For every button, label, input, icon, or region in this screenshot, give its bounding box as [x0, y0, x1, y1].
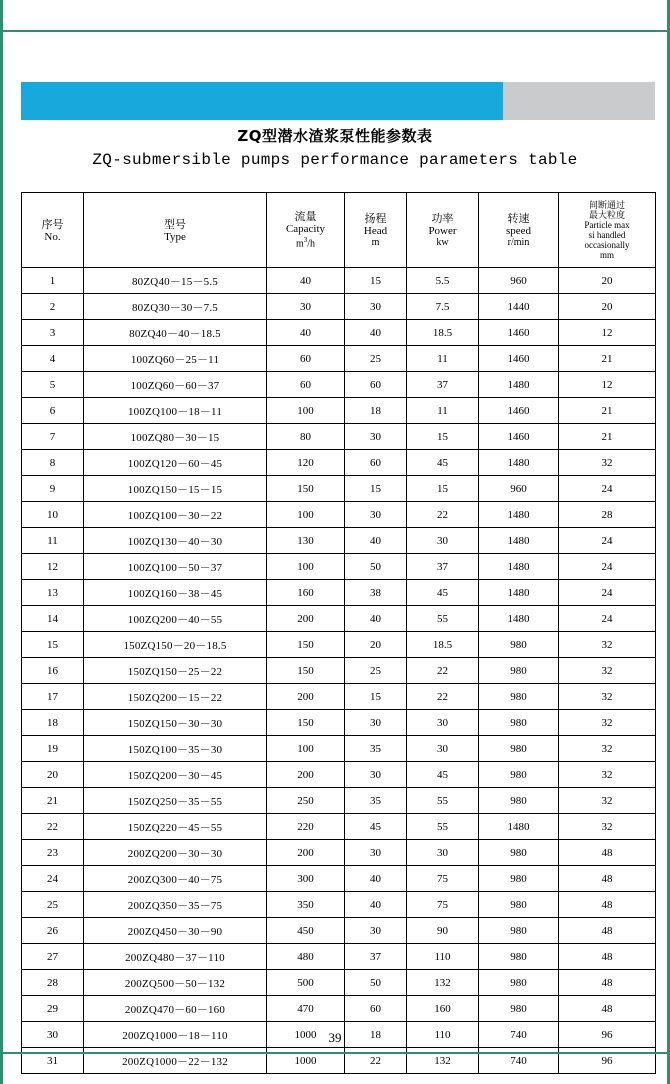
cell-particle: 48 [559, 996, 656, 1022]
cell-no: 25 [22, 892, 84, 918]
cell-power: 45 [407, 580, 479, 606]
cell-speed: 980 [479, 788, 559, 814]
cell-power: 160 [407, 996, 479, 1022]
cell-power: 22 [407, 658, 479, 684]
banner-blue-block [21, 82, 503, 120]
cell-speed: 1480 [479, 450, 559, 476]
table-row [22, 580, 656, 606]
table-row [22, 866, 656, 892]
cell-capacity: 200 [267, 684, 345, 710]
cell-capacity: 300 [267, 866, 345, 892]
cell-head: 15 [345, 268, 407, 294]
cell-head: 15 [345, 476, 407, 502]
cell-head: 30 [345, 294, 407, 320]
cell-no: 4 [22, 346, 84, 372]
cell-particle: 32 [559, 658, 656, 684]
header-particle-en-line2: si handled [588, 230, 626, 240]
cell-particle: 96 [559, 1022, 656, 1048]
cell-head: 40 [345, 320, 407, 346]
cell-type: 100ZQ150－15－15 [84, 476, 267, 502]
cell-capacity: 150 [267, 658, 345, 684]
header-capacity-en: Capacity [285, 223, 326, 236]
cell-capacity: 120 [267, 450, 345, 476]
cell-particle: 24 [559, 554, 656, 580]
cell-power: 15 [407, 476, 479, 502]
table-row [22, 814, 656, 840]
cell-head: 18 [345, 398, 407, 424]
cell-type: 100ZQ100－30－22 [84, 502, 267, 528]
cell-particle: 32 [559, 814, 656, 840]
cell-head: 30 [345, 918, 407, 944]
cell-speed: 1480 [479, 528, 559, 554]
cell-type: 200ZQ300－40－75 [84, 866, 267, 892]
cell-type: 200ZQ470－60－160 [84, 996, 267, 1022]
table-row [22, 710, 656, 736]
cell-capacity: 130 [267, 528, 345, 554]
cell-type: 150ZQ150－30－30 [84, 710, 267, 736]
cell-head: 60 [345, 372, 407, 398]
cell-type: 100ZQ80－30－15 [84, 424, 267, 450]
cell-no: 15 [22, 632, 84, 658]
cell-power: 55 [407, 606, 479, 632]
cell-speed: 1460 [479, 346, 559, 372]
cell-particle: 24 [559, 476, 656, 502]
header-power-unit: kw [436, 237, 449, 248]
cell-capacity: 160 [267, 580, 345, 606]
header-power-cn: 功率 [431, 212, 454, 225]
cell-head: 25 [345, 658, 407, 684]
header-particle-en-line1: Particle max [584, 220, 630, 230]
banner-gray-block [503, 82, 655, 120]
table-row [22, 840, 656, 866]
cell-power: 55 [407, 814, 479, 840]
cell-power: 75 [407, 866, 479, 892]
cell-speed: 980 [479, 918, 559, 944]
cell-type: 200ZQ1000－18－110 [84, 1022, 267, 1048]
cell-speed: 1480 [479, 502, 559, 528]
cell-head: 30 [345, 840, 407, 866]
table-row [22, 554, 656, 580]
cell-type: 100ZQ100－50－37 [84, 554, 267, 580]
cell-type: 200ZQ480－37－110 [84, 944, 267, 970]
cell-no: 14 [22, 606, 84, 632]
cell-power: 18.5 [407, 320, 479, 346]
cell-head: 18 [345, 1022, 407, 1048]
header-head-en: Head [363, 225, 388, 237]
cell-speed: 740 [479, 1022, 559, 1048]
cell-capacity: 200 [267, 840, 345, 866]
cell-particle: 48 [559, 840, 656, 866]
cell-particle: 32 [559, 736, 656, 762]
cell-particle: 12 [559, 320, 656, 346]
header-type [84, 193, 267, 268]
cell-capacity: 220 [267, 814, 345, 840]
cell-particle: 32 [559, 632, 656, 658]
cell-speed: 980 [479, 944, 559, 970]
bottom-divider-rule [3, 1052, 667, 1054]
cell-no: 1 [22, 268, 84, 294]
header-particle-en-line3: occasionally [584, 240, 630, 250]
cell-capacity: 60 [267, 346, 345, 372]
cell-power: 7.5 [407, 294, 479, 320]
cell-capacity: 150 [267, 632, 345, 658]
cell-no: 28 [22, 970, 84, 996]
cell-particle: 48 [559, 918, 656, 944]
cell-capacity: 60 [267, 372, 345, 398]
cell-capacity: 100 [267, 736, 345, 762]
header-head-unit: m [371, 237, 380, 248]
cell-head: 40 [345, 606, 407, 632]
table-body [22, 268, 656, 1074]
cell-no: 7 [22, 424, 84, 450]
cell-particle: 21 [559, 424, 656, 450]
table-row [22, 944, 656, 970]
cell-type: 150ZQ200－30－45 [84, 762, 267, 788]
cell-capacity: 450 [267, 918, 345, 944]
header-no-cn: 序号 [41, 217, 64, 231]
cell-no: 11 [22, 528, 84, 554]
cell-type: 100ZQ120－60－45 [84, 450, 267, 476]
cell-particle: 32 [559, 788, 656, 814]
page-title-en: ZQ-submersible pumps performance parameters table [92, 151, 578, 169]
header-speed-unit: r/min [507, 237, 530, 248]
cell-capacity: 200 [267, 762, 345, 788]
table-row [22, 320, 656, 346]
cell-no: 12 [22, 554, 84, 580]
cell-type: 150ZQ200－15－22 [84, 684, 267, 710]
cell-speed: 1480 [479, 580, 559, 606]
cell-capacity: 150 [267, 710, 345, 736]
cell-head: 15 [345, 684, 407, 710]
table-row [22, 268, 656, 294]
cell-speed: 1480 [479, 372, 559, 398]
cell-power: 18.5 [407, 632, 479, 658]
cell-speed: 1440 [479, 294, 559, 320]
cell-head: 40 [345, 892, 407, 918]
cell-head: 20 [345, 632, 407, 658]
cell-particle: 24 [559, 580, 656, 606]
cell-speed: 1460 [479, 424, 559, 450]
cell-type: 200ZQ350－35－75 [84, 892, 267, 918]
table-row [22, 788, 656, 814]
cell-head: 50 [345, 554, 407, 580]
top-divider-rule [3, 30, 667, 32]
cell-speed: 1460 [479, 398, 559, 424]
cell-no: 20 [22, 762, 84, 788]
table-row [22, 346, 656, 372]
header-speed-en: speed [505, 225, 532, 237]
cell-head: 30 [345, 502, 407, 528]
cell-head: 50 [345, 970, 407, 996]
table-row [22, 528, 656, 554]
cell-speed: 980 [479, 658, 559, 684]
cell-head: 45 [345, 814, 407, 840]
cell-no: 13 [22, 580, 84, 606]
cell-power: 22 [407, 502, 479, 528]
cell-no: 29 [22, 996, 84, 1022]
cell-capacity: 250 [267, 788, 345, 814]
cell-speed: 980 [479, 840, 559, 866]
cell-no: 22 [22, 814, 84, 840]
header-power-en: Power [428, 225, 457, 237]
page-number: 39 [328, 1030, 342, 1045]
cell-particle: 24 [559, 606, 656, 632]
cell-head: 38 [345, 580, 407, 606]
cell-no: 18 [22, 710, 84, 736]
table-row [22, 450, 656, 476]
cell-power: 132 [407, 970, 479, 996]
cell-head: 30 [345, 762, 407, 788]
cell-capacity: 1000 [267, 1022, 345, 1048]
cell-particle: 48 [559, 944, 656, 970]
cell-type: 80ZQ40－15－5.5 [84, 268, 267, 294]
cell-speed: 1480 [479, 554, 559, 580]
cell-particle: 12 [559, 372, 656, 398]
cell-particle: 32 [559, 762, 656, 788]
header-capacity-unit: $m^3/h$ [295, 236, 316, 250]
cell-capacity: 80 [267, 424, 345, 450]
cell-power: 132 [407, 1048, 479, 1074]
cell-head: 30 [345, 424, 407, 450]
cell-no: 9 [22, 476, 84, 502]
header-speed-cn: 转速 [507, 212, 530, 225]
table-row [22, 970, 656, 996]
cell-speed: 980 [479, 970, 559, 996]
cell-head: 25 [345, 346, 407, 372]
cell-head: 37 [345, 944, 407, 970]
cell-type: 100ZQ60－60－37 [84, 372, 267, 398]
header-particle [559, 193, 656, 268]
cell-capacity: 200 [267, 606, 345, 632]
cell-capacity: 100 [267, 502, 345, 528]
cell-type: 200ZQ500－50－132 [84, 970, 267, 996]
cell-particle: 96 [559, 1048, 656, 1074]
cell-speed: 980 [479, 996, 559, 1022]
table-row [22, 294, 656, 320]
cell-capacity: 40 [267, 320, 345, 346]
cell-type: 100ZQ160－38－45 [84, 580, 267, 606]
cell-speed: 980 [479, 710, 559, 736]
cell-no: 2 [22, 294, 84, 320]
cell-capacity: 150 [267, 476, 345, 502]
table-row [22, 372, 656, 398]
cell-head: 35 [345, 788, 407, 814]
cell-particle: 32 [559, 450, 656, 476]
cell-head: 35 [345, 736, 407, 762]
header-speed [479, 193, 559, 268]
header-particle-cn-line2: 最大粒度 [588, 210, 625, 220]
cell-type: 80ZQ30－30－7.5 [84, 294, 267, 320]
cell-capacity: 470 [267, 996, 345, 1022]
specifications-table [21, 192, 656, 1074]
cell-particle: 32 [559, 684, 656, 710]
cell-type: 200ZQ1000－22－132 [84, 1048, 267, 1074]
table-header-row [22, 193, 656, 268]
table-row [22, 996, 656, 1022]
table-row [22, 892, 656, 918]
cell-capacity: 1000 [267, 1048, 345, 1074]
cell-no: 30 [22, 1022, 84, 1048]
cell-particle: 20 [559, 294, 656, 320]
header-no [22, 193, 84, 268]
table-row [22, 424, 656, 450]
cell-power: 15 [407, 424, 479, 450]
cell-capacity: 30 [267, 294, 345, 320]
cell-no: 31 [22, 1048, 84, 1074]
cell-no: 5 [22, 372, 84, 398]
header-particle-cn-line1: 间断通过 [588, 200, 625, 210]
cell-no: 19 [22, 736, 84, 762]
cell-power: 45 [407, 450, 479, 476]
cell-type: 150ZQ220－45－55 [84, 814, 267, 840]
cell-power: 22 [407, 684, 479, 710]
cell-particle: 48 [559, 866, 656, 892]
cell-head: 60 [345, 996, 407, 1022]
table-row [22, 632, 656, 658]
cell-power: 75 [407, 892, 479, 918]
cell-power: 11 [407, 398, 479, 424]
header-capacity [267, 193, 345, 268]
cell-speed: 740 [479, 1048, 559, 1074]
cell-head: 40 [345, 866, 407, 892]
header-type-en: Type [164, 230, 186, 243]
cell-capacity: 500 [267, 970, 345, 996]
header-particle-unit: mm [599, 250, 614, 260]
cell-speed: 980 [479, 736, 559, 762]
cell-capacity: 350 [267, 892, 345, 918]
header-power [407, 193, 479, 268]
cell-head: 22 [345, 1048, 407, 1074]
header-capacity-cn: 流量 [294, 210, 317, 224]
cell-capacity: 40 [267, 268, 345, 294]
cell-power: 30 [407, 528, 479, 554]
cell-type: 100ZQ60－25－11 [84, 346, 267, 372]
cell-no: 17 [22, 684, 84, 710]
cell-head: 30 [345, 710, 407, 736]
cell-speed: 980 [479, 684, 559, 710]
table-row [22, 918, 656, 944]
cell-no: 10 [22, 502, 84, 528]
table-row [22, 502, 656, 528]
header-type-cn: 型号 [164, 217, 186, 231]
cell-power: 90 [407, 918, 479, 944]
cell-power: 30 [407, 710, 479, 736]
cell-particle: 32 [559, 710, 656, 736]
header-head-cn: 扬程 [364, 212, 387, 225]
cell-power: 5.5 [407, 268, 479, 294]
table-row [22, 398, 656, 424]
cell-no: 3 [22, 320, 84, 346]
cell-power: 30 [407, 840, 479, 866]
cell-power: 55 [407, 788, 479, 814]
table-row [22, 606, 656, 632]
header-no-en: No. [44, 230, 61, 243]
cell-speed: 960 [479, 268, 559, 294]
cell-particle: 20 [559, 268, 656, 294]
header-banner [21, 82, 655, 120]
cell-capacity: 100 [267, 554, 345, 580]
cell-head: 40 [345, 528, 407, 554]
cell-type: 200ZQ450－30－90 [84, 918, 267, 944]
cell-type: 100ZQ200－40－55 [84, 606, 267, 632]
cell-speed: 980 [479, 762, 559, 788]
cell-particle: 28 [559, 502, 656, 528]
page-title-cn: ZQ型潜水渣浆泵性能参数表 [237, 127, 433, 145]
cell-type: 100ZQ130－40－30 [84, 528, 267, 554]
table-row [22, 762, 656, 788]
cell-speed: 1480 [479, 814, 559, 840]
cell-type: 150ZQ150－25－22 [84, 658, 267, 684]
cell-power: 45 [407, 762, 479, 788]
cell-type: 150ZQ250－35－55 [84, 788, 267, 814]
cell-speed: 1460 [479, 320, 559, 346]
table-row [22, 684, 656, 710]
cell-speed: 1480 [479, 606, 559, 632]
title-block [3, 126, 667, 172]
table-row [22, 658, 656, 684]
cell-power: 30 [407, 736, 479, 762]
cell-capacity: 100 [267, 398, 345, 424]
cell-no: 16 [22, 658, 84, 684]
cell-power: 110 [407, 1022, 479, 1048]
header-head [345, 193, 407, 268]
cell-no: 23 [22, 840, 84, 866]
cell-head: 60 [345, 450, 407, 476]
cell-power: 37 [407, 372, 479, 398]
cell-power: 110 [407, 944, 479, 970]
cell-particle: 48 [559, 892, 656, 918]
cell-power: 37 [407, 554, 479, 580]
cell-type: 150ZQ150－20－18.5 [84, 632, 267, 658]
cell-no: 21 [22, 788, 84, 814]
cell-no: 26 [22, 918, 84, 944]
table-row [22, 476, 656, 502]
cell-particle: 24 [559, 528, 656, 554]
cell-speed: 980 [479, 892, 559, 918]
cell-no: 27 [22, 944, 84, 970]
cell-type: 80ZQ40－40－18.5 [84, 320, 267, 346]
cell-speed: 980 [479, 866, 559, 892]
cell-no: 24 [22, 866, 84, 892]
cell-speed: 980 [479, 632, 559, 658]
cell-type: 200ZQ200－30－30 [84, 840, 267, 866]
cell-speed: 960 [479, 476, 559, 502]
cell-particle: 48 [559, 970, 656, 996]
cell-type: 100ZQ100－18－11 [84, 398, 267, 424]
cell-capacity: 480 [267, 944, 345, 970]
cell-no: 6 [22, 398, 84, 424]
cell-particle: 21 [559, 398, 656, 424]
cell-particle: 21 [559, 346, 656, 372]
cell-type: 150ZQ100－35－30 [84, 736, 267, 762]
cell-no: 8 [22, 450, 84, 476]
table-row [22, 736, 656, 762]
cell-power: 11 [407, 346, 479, 372]
